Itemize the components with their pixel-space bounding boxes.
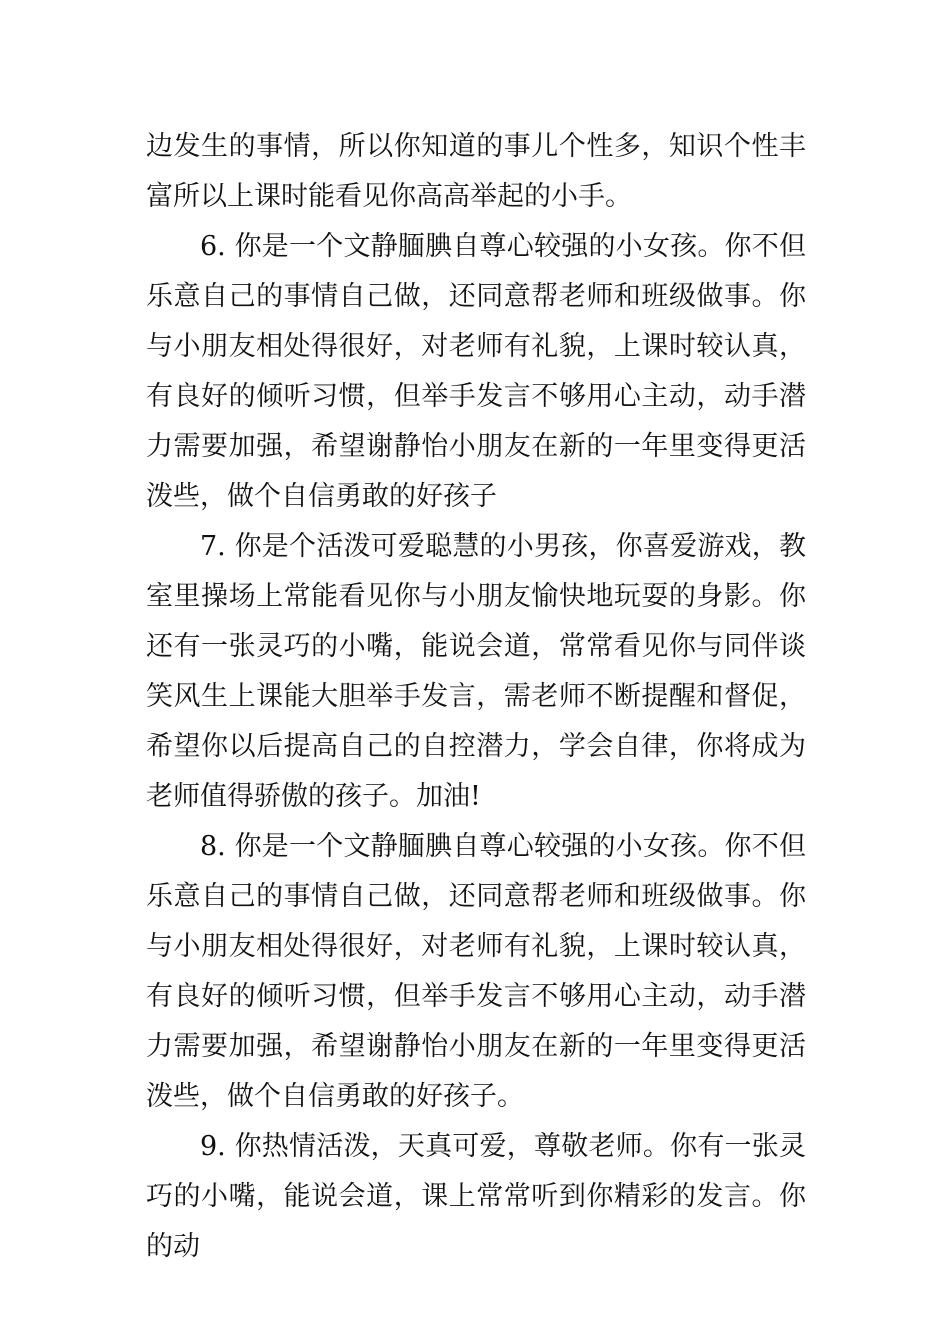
- paragraph-item-8: 8. 你是一个文静腼腆自尊心较强的小女孩。你不但乐意自己的事情自己做，还同意帮老师和班级做事。你与小朋友相处得很好，对老师有礼貌，上课时较认真，有良好的倾听习惯，但举手发言不够用心主动，动手潜力需要加强，希望谢静怡小朋友在新的一年里变得更活泼些，做个自信勇敢的好孩子。: [146, 831, 806, 1112]
- document-body: [146, 122, 806, 1272]
- paragraph-item-6: 6. 你是一个文静腼腆自尊心较强的小女孩。你不但乐意自己的事情自己做，还同意帮老师和班级做事。你与小朋友相处得很好，对老师有礼貌，上课时较认真，有良好的倾听习惯，但举手发言不够用心主动，动手潜力需要加强，希望谢静怡小朋友在新的一年里变得更活泼些，做个自信勇敢的好孩子: [146, 231, 806, 512]
- paragraph-item-7: 7. 你是个活泼可爱聪慧的小男孩，你喜爱游戏，教室里操场上常能看见你与小朋友愉快地玩耍的身影。你还有一张灵巧的小嘴，能说会道，常常看见你与同伴谈笑风生上课能大胆举手发言，需老师不断提醒和督促，希望你以后提高自己的自控潜力，学会自律，你将成为老师值得骄傲的孩子。加油!: [146, 531, 806, 812]
- paragraph-continuation: 边发生的事情，所以你知道的事儿个性多，知识个性丰富所以上课时能看见你高高举起的小手。: [146, 131, 806, 212]
- paragraph-item-9: 9. 你热情活泼，天真可爱，尊敬老师。你有一张灵巧的小嘴，能说会道，课上常常听到你精彩的发言。你的动: [146, 1131, 806, 1262]
